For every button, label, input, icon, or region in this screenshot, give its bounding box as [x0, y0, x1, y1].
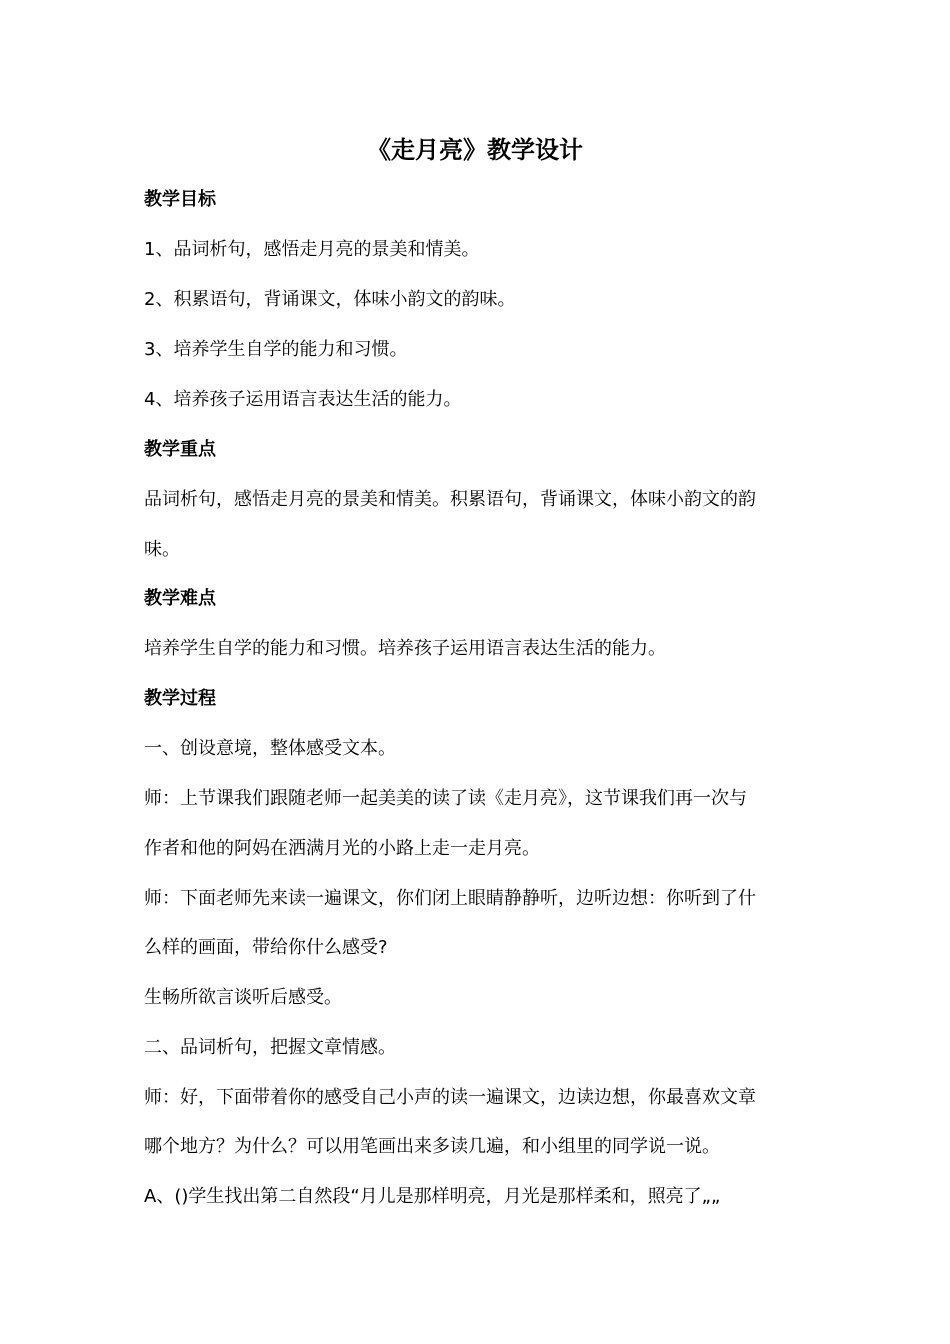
- goal-item-1: 1、品词析句，感悟走月亮的景美和情美。: [144, 239, 480, 260]
- section-heading-goals: 教学目标: [144, 189, 216, 210]
- process-paragraph: A、()学生找出第二自然段“月儿是那样明亮，月光是那样柔和，照亮了„„: [144, 1186, 721, 1207]
- section-heading-difficulties: 教学难点: [144, 588, 216, 609]
- difficulties-text: 培养学生自学的能力和习惯。培养孩子运用语言表达生活的能力。: [144, 638, 666, 659]
- goal-item-4: 4、培养孩子运用语言表达生活的能力。: [144, 389, 462, 410]
- section-heading-key-points: 教学重点: [144, 439, 216, 460]
- process-step-2: 二、品词析句，把握文章情感。: [144, 1037, 396, 1058]
- section-heading-process: 教学过程: [144, 688, 216, 709]
- key-points-text: 品词析句，感悟走月亮的景美和情美。积累语句，背诵课文，体味小韵文的韵: [144, 489, 756, 510]
- goal-item-2: 2、积累语句，背诵课文，体味小韵文的韵味。: [144, 289, 516, 310]
- process-paragraph: 作者和他的阿妈在洒满月光的小路上走一走月亮。: [144, 838, 540, 859]
- key-points-text-cont: 味。: [144, 539, 180, 560]
- process-paragraph: 哪个地方？为什么？可以用笔画出来多读几遍，和小组里的同学说一说。: [144, 1136, 720, 1157]
- process-paragraph: 师：上节课我们跟随老师一起美美的读了读《走月亮》，这节课我们再一次与: [144, 788, 747, 809]
- document-title: 《走月亮》教学设计: [367, 136, 583, 164]
- process-paragraph: 师：好，下面带着你的感受自己小声的读一遍课文，边读边想，你最喜欢文章: [144, 1087, 756, 1108]
- goal-item-3: 3、培养学生自学的能力和习惯。: [144, 339, 408, 360]
- process-paragraph: 生畅所欲言谈听后感受。: [144, 987, 342, 1008]
- process-paragraph: 师：下面老师先来读一遍课文，你们闭上眼睛静静听，边听边想：你听到了什: [144, 888, 756, 909]
- process-paragraph: 么样的画面，带给你什么感受?: [144, 937, 388, 958]
- process-step-1: 一、创设意境，整体感受文本。: [144, 738, 396, 759]
